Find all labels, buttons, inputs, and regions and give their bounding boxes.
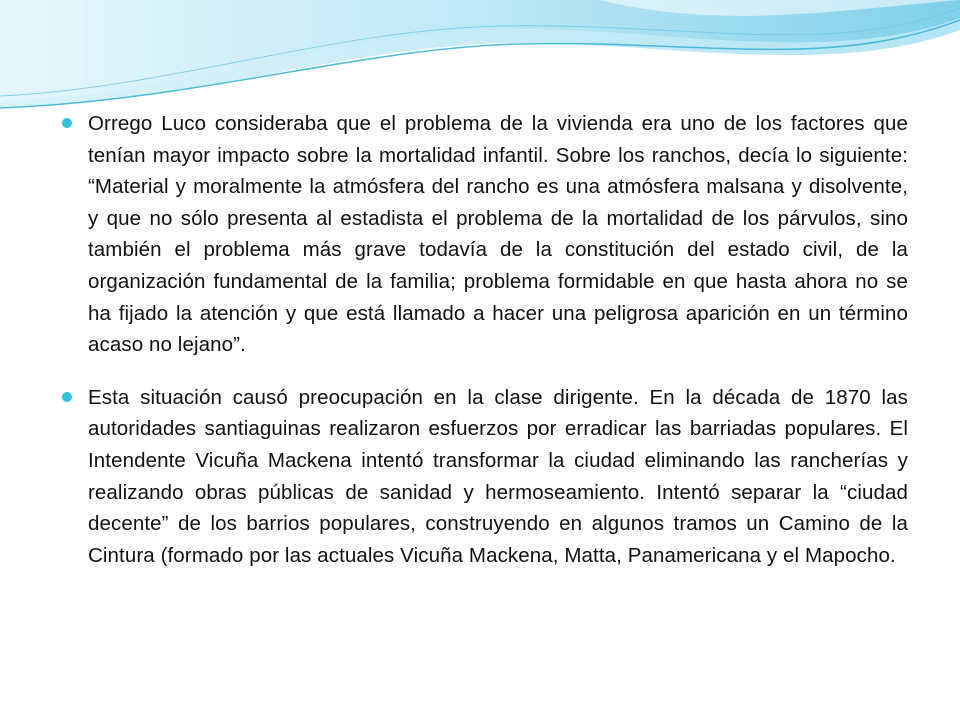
bullet-text: Orrego Luco consideraba que el problema de la vivienda era uno de los factores que tenían mayor impacto sobre la mortalidad infantil. Sobre los ranchos, decía lo siguiente: “Material y moralmente la atmósfera del rancho es una atmósfera malsana y disolvente, y que no sólo presenta al estadista el problema de la mortalidad de los párvulos, sino también el problema más grave todavía de la constitución del estado civil, de la organización fundamental de la familia; problema formidable en que hasta ahora no se ha fijado la atención y que está llamado a hacer una peligrosa aparición en un término acaso no lejano”. [88,112,908,357]
bullet-item-1 [62,108,908,361]
bullet-dot-icon [62,392,72,402]
bullet-item-2 [62,382,908,572]
bullet-text: Esta situación causó preocupación en la clase dirigente. En la década de 1870 las autoridades santiaguinas realizaron esfuerzos por erradicar las barriadas populares. El Intendente Vicuña Mackena intentó transformar la ciudad eliminando las rancherías y realizando obras públicas de sanidad y hermoseamiento. Intentó separar la “ciudad decente” de los barrios populares, construyendo en algunos tramos un Camino de la Cintura (formado por las actuales Vicuña Mackena, Matta, Panamericana y el Mapocho. [88,385,908,567]
bullet-dot-icon [62,118,72,128]
header-wave-decoration [0,0,960,120]
slide-content [62,108,908,592]
